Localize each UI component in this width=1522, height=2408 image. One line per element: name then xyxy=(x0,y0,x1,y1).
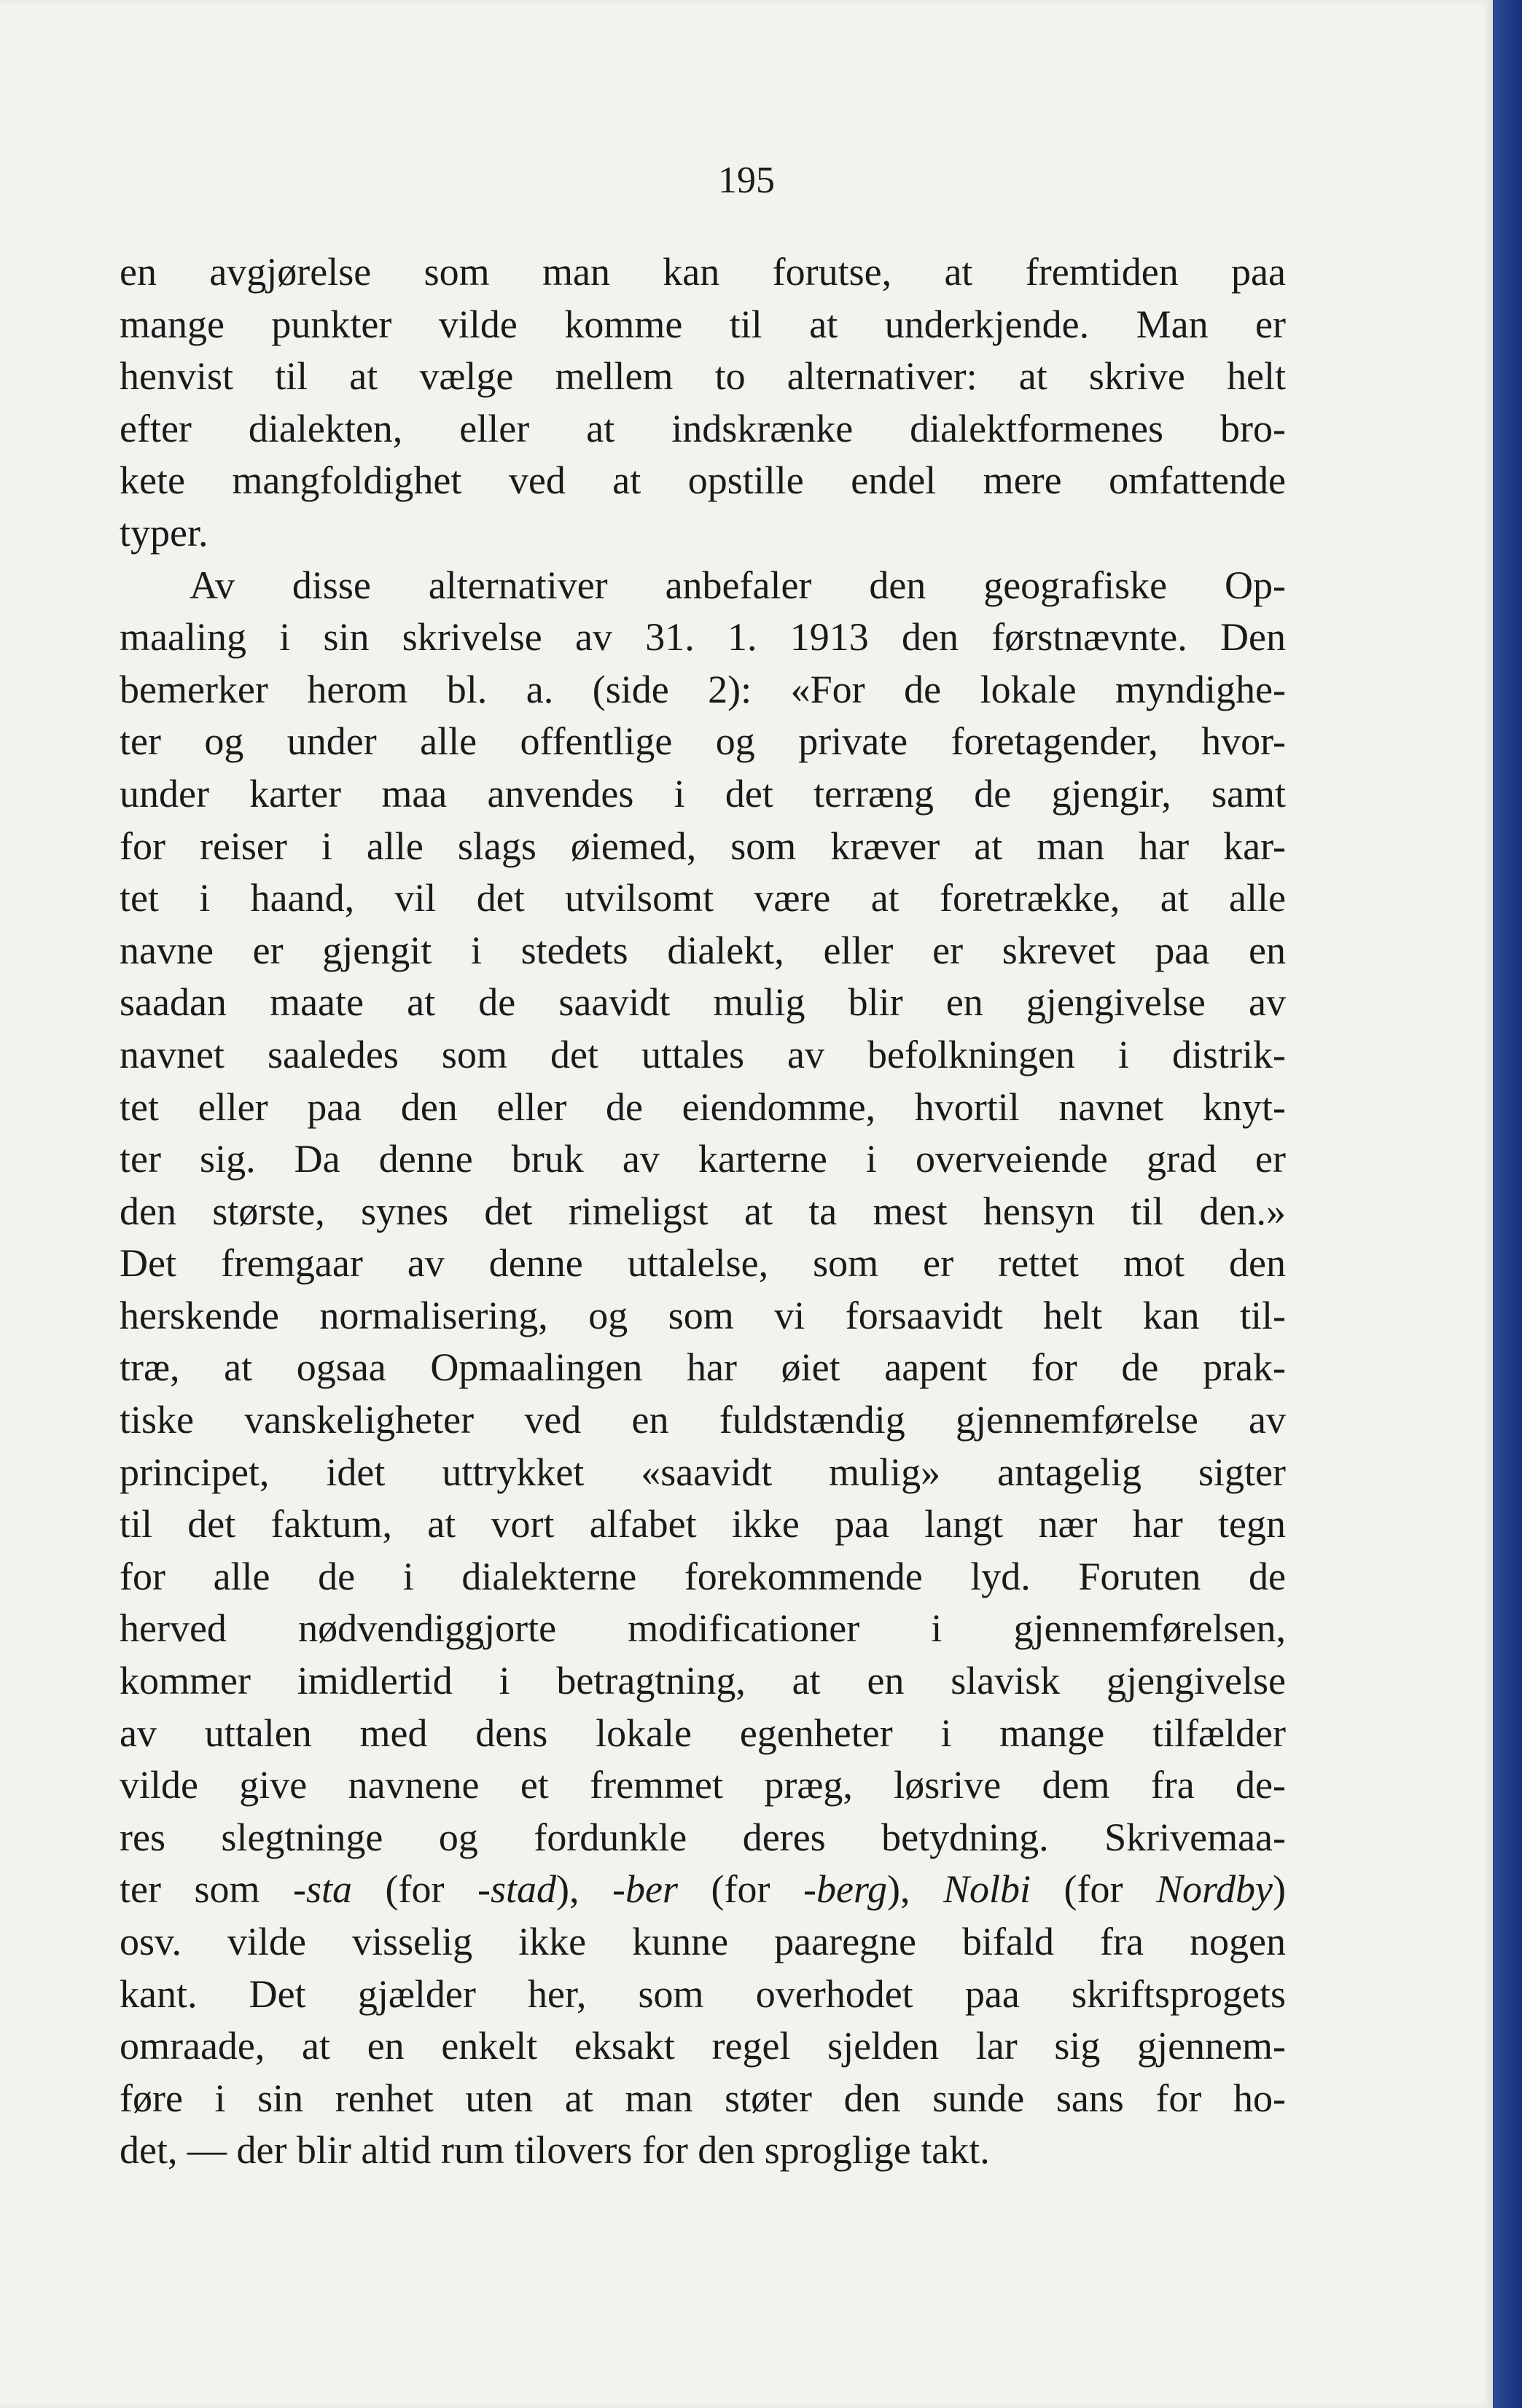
text-line: en avgjørelse som man kan forutse, at fremtiden paa xyxy=(120,250,1286,294)
text-line: den største, synes det rimeligst at ta mest hensyn til den.» xyxy=(120,1189,1286,1233)
text-segment: (for xyxy=(1031,1867,1157,1912)
text-line: maaling i sin skrivelse av 31. 1. 1913 den førstnævnte. Den xyxy=(120,615,1286,660)
text-line: av uttalen med dens lokale egenheter i mange tilfælder xyxy=(120,1711,1286,1755)
text-line: osv. vilde visselig ikke kunne paaregne bifald fra nogen xyxy=(120,1920,1286,1963)
text-segment: ter som xyxy=(120,1867,294,1912)
text-line: bemerker herom bl. a. (side 2): «For de lokale myndighe- xyxy=(120,667,1286,711)
text-segment: ) xyxy=(1273,1867,1287,1912)
italic-term: -sta xyxy=(293,1867,353,1912)
italic-term: -stad xyxy=(477,1867,557,1912)
text-segment: ), xyxy=(886,1867,943,1912)
text-line: føre i sin renhet uten at man støter den sunde sans for ho- xyxy=(120,2076,1286,2120)
text-line: res slegtninge og fordunkle deres betydning. Skrivemaa- xyxy=(120,1815,1286,1859)
text-line: tet eller paa den eller de eiendomme, hvortil navnet knyt- xyxy=(120,1084,1286,1129)
text-line: det, — der blir altid rum tilovers for den sproglige takt. xyxy=(120,2128,990,2173)
text-line: for alle de i dialekterne forekommende lyd. Foruten de xyxy=(120,1554,1286,1598)
text-line: til det faktum, at vort alfabet ikke paa langt nær har tegn xyxy=(120,1502,1286,1547)
italic-term: Nolbi xyxy=(943,1867,1031,1912)
page-number: 195 xyxy=(718,160,775,201)
text-line: kant. Det gjælder her, som overhodet paa skriftsprogets xyxy=(120,1971,1286,2016)
text-line: saadan maate at de saavidt mulig blir en gjengivelse av xyxy=(120,980,1286,1025)
text-line: ter sig. Da denne bruk av karterne i overveiende grad er xyxy=(120,1137,1286,1181)
text-line: herved nødvendiggjorte modificationer i gjennemførelsen, xyxy=(120,1606,1286,1651)
text-line: vilde give navnene et fremmet præg, løsrive dem fra de- xyxy=(120,1763,1286,1807)
text-line: principet, idet uttrykket «saavidt mulig» antagelig sigter xyxy=(120,1450,1286,1494)
text-line: kete mangfoldighet ved at opstille endel mere omfattende xyxy=(120,458,1286,503)
text-line: under karter maa anvendes i det terræng de gjengir, samt xyxy=(120,771,1286,816)
text-segment: (for xyxy=(352,1867,478,1912)
text-line: træ, at ogsaa Opmaalingen har øiet aapent for de prak- xyxy=(120,1345,1286,1390)
text-line: navnet saaledes som det uttales av befolkningen i distrik- xyxy=(120,1032,1286,1076)
text-line: efter dialekten, eller at indskrænke dialektformenes bro- xyxy=(120,406,1286,450)
text-line: tiske vanskeligheter ved en fuldstændig gjennemførelse av xyxy=(120,1398,1286,1442)
text-line: henvist til at vælge mellem to alternativer: at skrive helt xyxy=(120,354,1286,399)
book-cover-edge xyxy=(1493,0,1522,2408)
text-line: herskende normalisering, og som vi forsaavidt helt kan til- xyxy=(120,1293,1286,1337)
text-line: omraade, at en enkelt eksakt regel sjelden lar sig gjennem- xyxy=(120,2024,1286,2068)
text-line-with-italics xyxy=(120,1864,1286,1916)
text-segment: (for xyxy=(678,1867,804,1912)
text-line: navne er gjengit i stedets dialekt, eller er skrevet paa en xyxy=(120,928,1286,972)
text-line: kommer imidlertid i betragtning, at en slavisk gjengivelse xyxy=(120,1659,1286,1703)
text-line: tet i haand, vil det utvilsomt være at foretrække, at alle xyxy=(120,876,1286,920)
italic-term: Nordby xyxy=(1156,1867,1273,1912)
text-line: Av disse alternativer anbefaler den geografiske Op- xyxy=(190,563,1286,607)
text-line: mange punkter vilde komme til at underkjende. Man er xyxy=(120,302,1286,346)
text-line: ter og under alle offentlige og private foretagender, hvor- xyxy=(120,719,1286,764)
text-line: typer. xyxy=(120,510,208,555)
body-text xyxy=(120,246,1286,2177)
italic-term: -berg xyxy=(803,1867,887,1912)
text-line: for reiser i alle slags øiemed, som kræver at man har kar- xyxy=(120,824,1286,868)
italic-term: -ber xyxy=(612,1867,679,1912)
text-line: Det fremgaar av denne uttalelse, som er rettet mot den xyxy=(120,1241,1286,1286)
text-segment: ), xyxy=(556,1867,613,1912)
